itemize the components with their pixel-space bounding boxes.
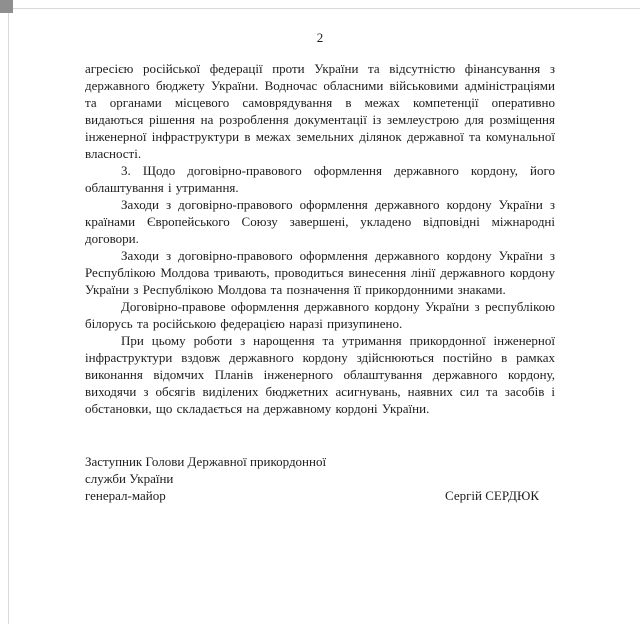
page-edge-top bbox=[13, 8, 640, 9]
signature-block bbox=[85, 453, 555, 504]
page-number: 2 bbox=[316, 30, 324, 45]
page-edge-left bbox=[8, 13, 9, 624]
signature-position-line: служби України bbox=[85, 471, 174, 486]
paragraph: 3. Щодо договірно-правового оформлення державного кордону, його облаштування і утримання. bbox=[85, 163, 555, 195]
signature-position bbox=[85, 453, 326, 504]
signature-name: Сергій СЕРДЮК bbox=[444, 488, 539, 503]
paragraph: агресією російської федерації проти України та відсутністю фінансування з державного бюджету України. Водночас обласними військовими адміністраціями та органами місцевого самоврядування в межах компетенції оперативно видаються рішення на розроблення документації із землеустрою для розміщення інженерної інфраструктури в межах земельних ділянок державної та комунальної власності. bbox=[85, 61, 555, 161]
paragraph: При цьому роботи з нарощення та утримання прикордонної інженерної інфраструктури вздовж державного кордону здійснюються постійно в рамках виконання відомчих Планів інженерного облаштування державного кордону, виходячи з обсягів виділених бюджетних асигнувань, наявних сил та засобів і обстановки, що складається на державному кордоні України. bbox=[85, 333, 555, 416]
document-content bbox=[85, 30, 555, 504]
corner-handle bbox=[0, 0, 13, 13]
paragraph: Договірно-правове оформлення державного кордону України з республікою білорусь та російською федерацією наразі призупинено. bbox=[85, 299, 555, 331]
signature-position-line: Заступник Голови Державної прикордонної bbox=[85, 454, 327, 469]
paragraph: Заходи з договірно-правового оформлення державного кордону України з країнами Європейського Союзу завершені, укладено відповідні міжнародні договори. bbox=[85, 197, 555, 246]
paragraph: Заходи з договірно-правового оформлення державного кордону України з Республікою Молдова тривають, проводиться винесення лінії державного кордону України з Республікою Молдова та позначення її прикордонними знаками. bbox=[85, 248, 555, 297]
signature-rank: генерал-майор bbox=[85, 488, 166, 503]
